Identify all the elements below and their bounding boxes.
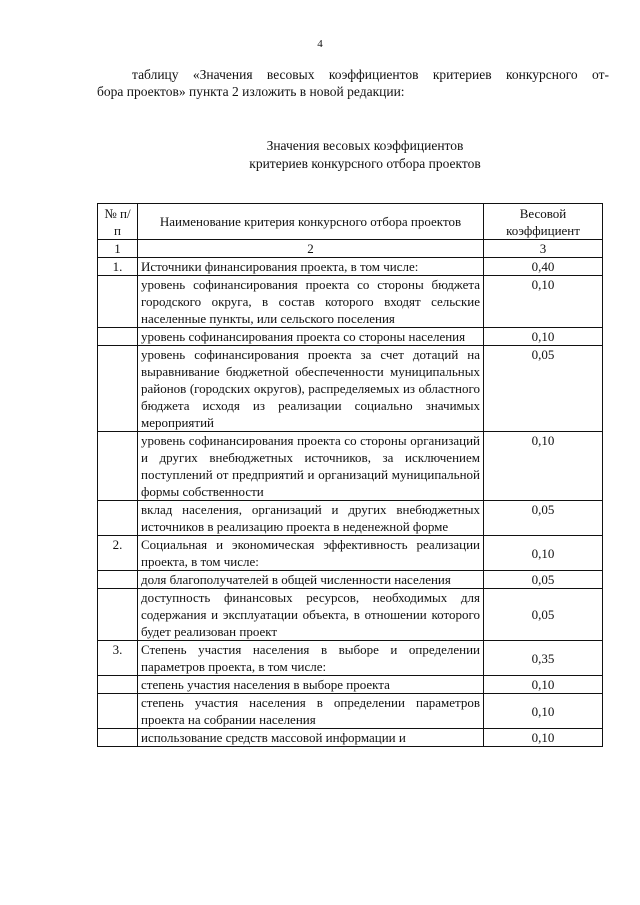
row-weight: 0,40 xyxy=(484,258,603,276)
row-name: доступность финансовых ресурсов, необходимых для содержания и эксплуатации объекта, в отношении которого будет реализован проект xyxy=(138,589,484,641)
index-cell: 2 xyxy=(138,240,484,258)
table-row xyxy=(98,346,603,432)
index-cell: 1 xyxy=(98,240,138,258)
row-num: 2. xyxy=(98,536,138,571)
header-weight: Весовой коэффициент xyxy=(484,204,603,240)
row-name: степень участия населения в определении параметров проекта на собрании населения xyxy=(138,694,484,729)
row-num xyxy=(98,328,138,346)
page-number: 4 xyxy=(317,38,323,50)
row-num: 1. xyxy=(98,258,138,276)
row-weight: 0,35 xyxy=(484,641,603,676)
row-name: использование средств массовой информации и xyxy=(138,729,484,747)
row-weight: 0,10 xyxy=(484,276,603,328)
row-name: уровень софинансирования проекта за счет дотаций на выравнивание бюджетной обеспеченности муниципальных районов (городских округов), распределяемых из областного бюджета исходя из реализации социально значимых мероприятий xyxy=(138,346,484,432)
table-title-line-1: Значения весовых коэффициентов xyxy=(266,138,464,153)
intro-line-2 xyxy=(97,83,609,100)
table-index-row xyxy=(98,240,603,258)
row-weight: 0,05 xyxy=(484,346,603,432)
row-name: Источники финансирования проекта, в том числе: xyxy=(138,258,484,276)
row-name: доля благополучателей в общей численности населения xyxy=(138,571,484,589)
row-name: вклад населения, организаций и других внебюджетных источников в реализацию проекта в неденежной форме xyxy=(138,501,484,536)
table-row xyxy=(98,571,603,589)
row-weight: 0,10 xyxy=(484,676,603,694)
row-name: Степень участия населения в выборе и определении параметров проекта, в том числе: xyxy=(138,641,484,676)
table-row xyxy=(98,641,603,676)
row-weight: 0,10 xyxy=(484,536,603,571)
header-num: № п/п xyxy=(98,204,138,240)
row-num xyxy=(98,432,138,501)
row-num xyxy=(98,501,138,536)
row-weight: 0,05 xyxy=(484,571,603,589)
intro-text-2: бора проектов» пункта 2 изложить в новой редакции: xyxy=(97,84,405,99)
table-title-line-2: критериев конкурсного отбора проектов xyxy=(249,156,481,171)
index-cell: 3 xyxy=(484,240,603,258)
intro-text-1: таблицу «Значения весовых коэффициентов критериев конкурсного от- xyxy=(132,67,609,82)
table-title xyxy=(0,137,640,173)
header-name: Наименование критерия конкурсного отбора проектов xyxy=(138,204,484,240)
row-num: 3. xyxy=(98,641,138,676)
row-num xyxy=(98,276,138,328)
row-name: уровень софинансирования проекта со стороны бюджета городского округа, в состав которого входят сельские населенные пункты, или сельского поселения xyxy=(138,276,484,328)
table-row xyxy=(98,676,603,694)
row-weight: 0,10 xyxy=(484,694,603,729)
table-row xyxy=(98,501,603,536)
row-weight: 0,05 xyxy=(484,501,603,536)
criteria-table xyxy=(97,203,603,747)
row-num xyxy=(98,346,138,432)
row-num xyxy=(98,729,138,747)
row-name: Социальная и экономическая эффективность реализации проекта, в том числе: xyxy=(138,536,484,571)
row-weight: 0,05 xyxy=(484,589,603,641)
row-num xyxy=(98,589,138,641)
row-weight: 0,10 xyxy=(484,432,603,501)
table-row xyxy=(98,432,603,501)
table-row xyxy=(98,276,603,328)
row-weight: 0,10 xyxy=(484,729,603,747)
table-row xyxy=(98,258,603,276)
row-weight: 0,10 xyxy=(484,328,603,346)
table-row xyxy=(98,729,603,747)
row-name: степень участия населения в выборе проекта xyxy=(138,676,484,694)
table-row xyxy=(98,536,603,571)
intro-line-1 xyxy=(97,66,609,83)
row-num xyxy=(98,571,138,589)
table-row xyxy=(98,589,603,641)
table-row xyxy=(98,328,603,346)
row-num xyxy=(98,694,138,729)
row-name: уровень софинансирования проекта со стороны организаций и других внебюджетных источников, за исключением поступлений от предприятий и организаций муниципальной формы собственности xyxy=(138,432,484,501)
row-name: уровень софинансирования проекта со стороны населения xyxy=(138,328,484,346)
table-row xyxy=(98,694,603,729)
row-num xyxy=(98,676,138,694)
table-header-row xyxy=(98,204,603,240)
